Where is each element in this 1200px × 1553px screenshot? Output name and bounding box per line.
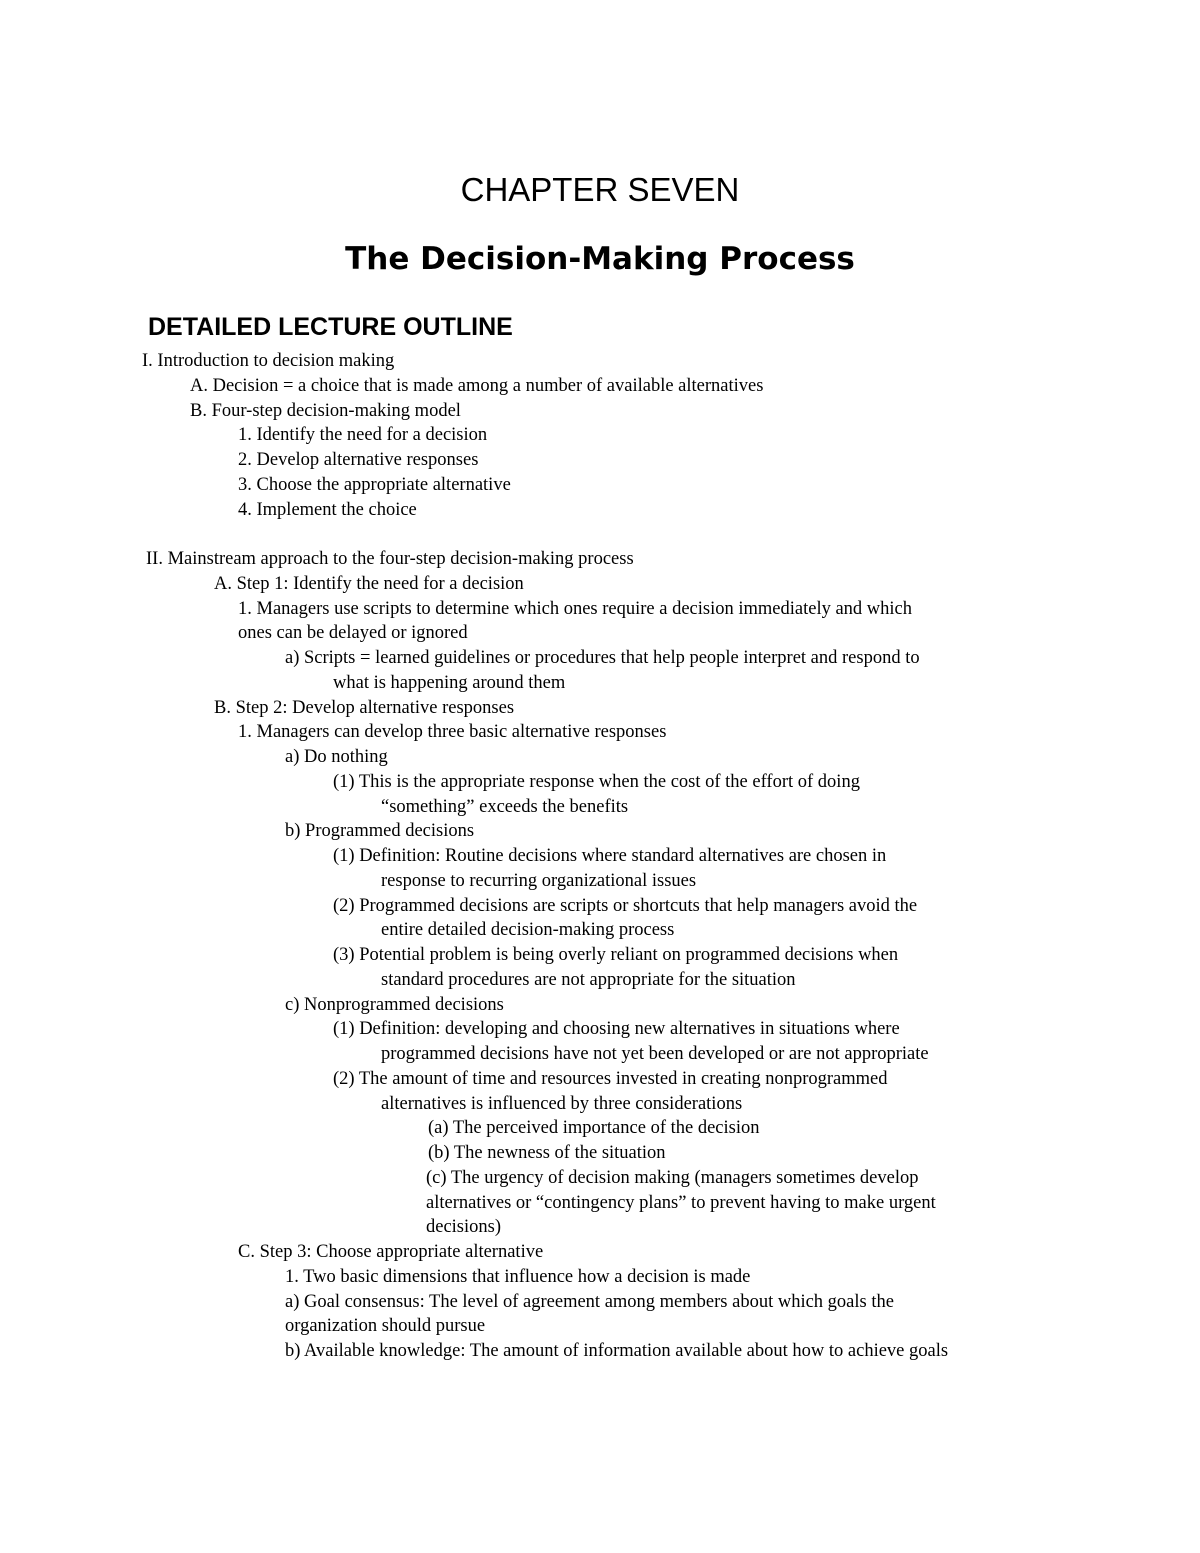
outline-line xyxy=(0,795,1200,820)
outline-line-text: (b) The newness of the situation xyxy=(428,1143,666,1163)
outline-line-text: programmed decisions have not yet been developed or are not appropriate xyxy=(381,1044,929,1064)
blank-line xyxy=(0,522,1200,547)
outline-line xyxy=(0,1215,1200,1240)
outline-line xyxy=(0,844,1200,869)
outline-line-text: standard procedures are not appropriate for the situation xyxy=(381,969,796,990)
outline-line xyxy=(0,399,1200,424)
outline-line xyxy=(0,646,1200,671)
outline-line-text: B. Step 2: Develop alternative responses xyxy=(214,697,515,718)
outline-line-text: organization should pursue xyxy=(285,1316,486,1337)
outline-line-text: A. Step 1: Identify the need for a decision xyxy=(214,573,524,594)
lecture-outline xyxy=(0,349,1200,1364)
outline-line-text: b) Programmed decisions xyxy=(285,821,475,842)
outline-line-text: (1) Definition: developing and choosing new alternatives in situations where xyxy=(333,1019,900,1040)
outline-line-text: a) Goal consensus: The level of agreement among members about which goals the xyxy=(285,1291,894,1312)
outline-line-text: (2) The amount of time and resources invested in creating nonprogrammed xyxy=(333,1068,888,1089)
outline-line-text: a) Scripts = learned guidelines or procedures that help people interpret and respond to xyxy=(285,648,920,668)
outline-line xyxy=(0,1265,1200,1290)
outline-line xyxy=(0,498,1200,523)
outline-line xyxy=(0,1191,1200,1216)
outline-line xyxy=(0,993,1200,1018)
outline-line xyxy=(0,770,1200,795)
outline-line xyxy=(0,918,1200,943)
outline-line-text: 1. Two basic dimensions that influence how a decision is made xyxy=(285,1266,751,1287)
outline-line xyxy=(0,597,1200,622)
outline-line-text: 4. Implement the choice xyxy=(238,499,417,520)
outline-line xyxy=(0,1116,1200,1141)
outline-line xyxy=(0,349,1200,374)
outline-line xyxy=(0,869,1200,894)
outline-line-text: B. Four-step decision-making model xyxy=(190,400,461,421)
outline-line xyxy=(0,943,1200,968)
outline-line xyxy=(0,894,1200,919)
outline-line xyxy=(0,1166,1200,1191)
document-title: The Decision-Making Process xyxy=(345,241,855,277)
outline-line xyxy=(0,621,1200,646)
outline-line xyxy=(0,1017,1200,1042)
outline-line-text: ones can be delayed or ignored xyxy=(238,623,468,644)
outline-line-text: (a) The perceived importance of the decision xyxy=(428,1118,760,1139)
outline-line xyxy=(0,1092,1200,1117)
outline-line-text: (3) Potential problem is being overly reliant on programmed decisions when xyxy=(333,945,899,965)
outline-line-text: 1. Identify the need for a decision xyxy=(238,425,488,446)
outline-line-text: (1) Definition: Routine decisions where standard alternatives are chosen in xyxy=(333,846,887,866)
outline-line xyxy=(0,1042,1200,1067)
outline-line xyxy=(0,1141,1200,1166)
outline-line-text: alternatives is influenced by three considerations xyxy=(381,1093,743,1114)
outline-line-text: a) Do nothing xyxy=(285,747,388,767)
outline-line xyxy=(0,671,1200,696)
outline-line-text: A. Decision = a choice that is made among a number of available alternatives xyxy=(190,375,764,396)
outline-line xyxy=(0,473,1200,498)
outline-line xyxy=(0,572,1200,597)
outline-line-text: 1. Managers use scripts to determine which ones require a decision immediately and which xyxy=(238,598,913,619)
outline-line xyxy=(0,720,1200,745)
outline-line-text: b) Available knowledge: The amount of information available about how to achieve goals xyxy=(285,1341,949,1361)
outline-line-text: alternatives or “contingency plans” to prevent having to make urgent xyxy=(426,1192,936,1213)
outline-line-text: 3. Choose the appropriate alternative xyxy=(238,474,511,495)
outline-line xyxy=(0,819,1200,844)
outline-line-text: what is happening around them xyxy=(333,672,566,693)
outline-line-text: C. Step 3: Choose appropriate alternative xyxy=(238,1242,544,1262)
outline-line-text: decisions) xyxy=(426,1217,502,1238)
outline-line-text: 2. Develop alternative responses xyxy=(238,450,479,470)
outline-line-text: (2) Programmed decisions are scripts or shortcuts that help managers avoid the xyxy=(333,895,918,916)
outline-line xyxy=(0,448,1200,473)
outline-line xyxy=(0,1339,1200,1364)
outline-line xyxy=(0,1240,1200,1265)
outline-line xyxy=(0,423,1200,448)
chapter-heading: CHAPTER SEVEN xyxy=(460,171,740,208)
outline-heading: DETAILED LECTURE OUTLINE xyxy=(148,313,513,341)
outline-line-text: response to recurring organizational issues xyxy=(381,870,697,891)
outline-line-text: c) Nonprogrammed decisions xyxy=(285,994,504,1015)
outline-line-text: (c) The urgency of decision making (managers sometimes develop xyxy=(426,1167,919,1188)
outline-line-text: II. Mainstream approach to the four-step decision-making process xyxy=(146,549,634,569)
outline-line-text: (1) This is the appropriate response when the cost of the effort of doing xyxy=(333,771,860,792)
outline-line xyxy=(0,1067,1200,1092)
outline-line-text: entire detailed decision-making process xyxy=(381,920,675,941)
outline-line-text: “something” exceeds the benefits xyxy=(381,796,629,817)
outline-line xyxy=(0,1290,1200,1315)
outline-line xyxy=(0,696,1200,721)
outline-line-text: I. Introduction to decision making xyxy=(142,351,395,371)
outline-line xyxy=(0,745,1200,770)
outline-line xyxy=(0,1314,1200,1339)
outline-line-text: 1. Managers can develop three basic alternative responses xyxy=(238,722,667,743)
outline-line xyxy=(0,968,1200,993)
outline-line xyxy=(0,374,1200,399)
outline-line xyxy=(0,547,1200,572)
